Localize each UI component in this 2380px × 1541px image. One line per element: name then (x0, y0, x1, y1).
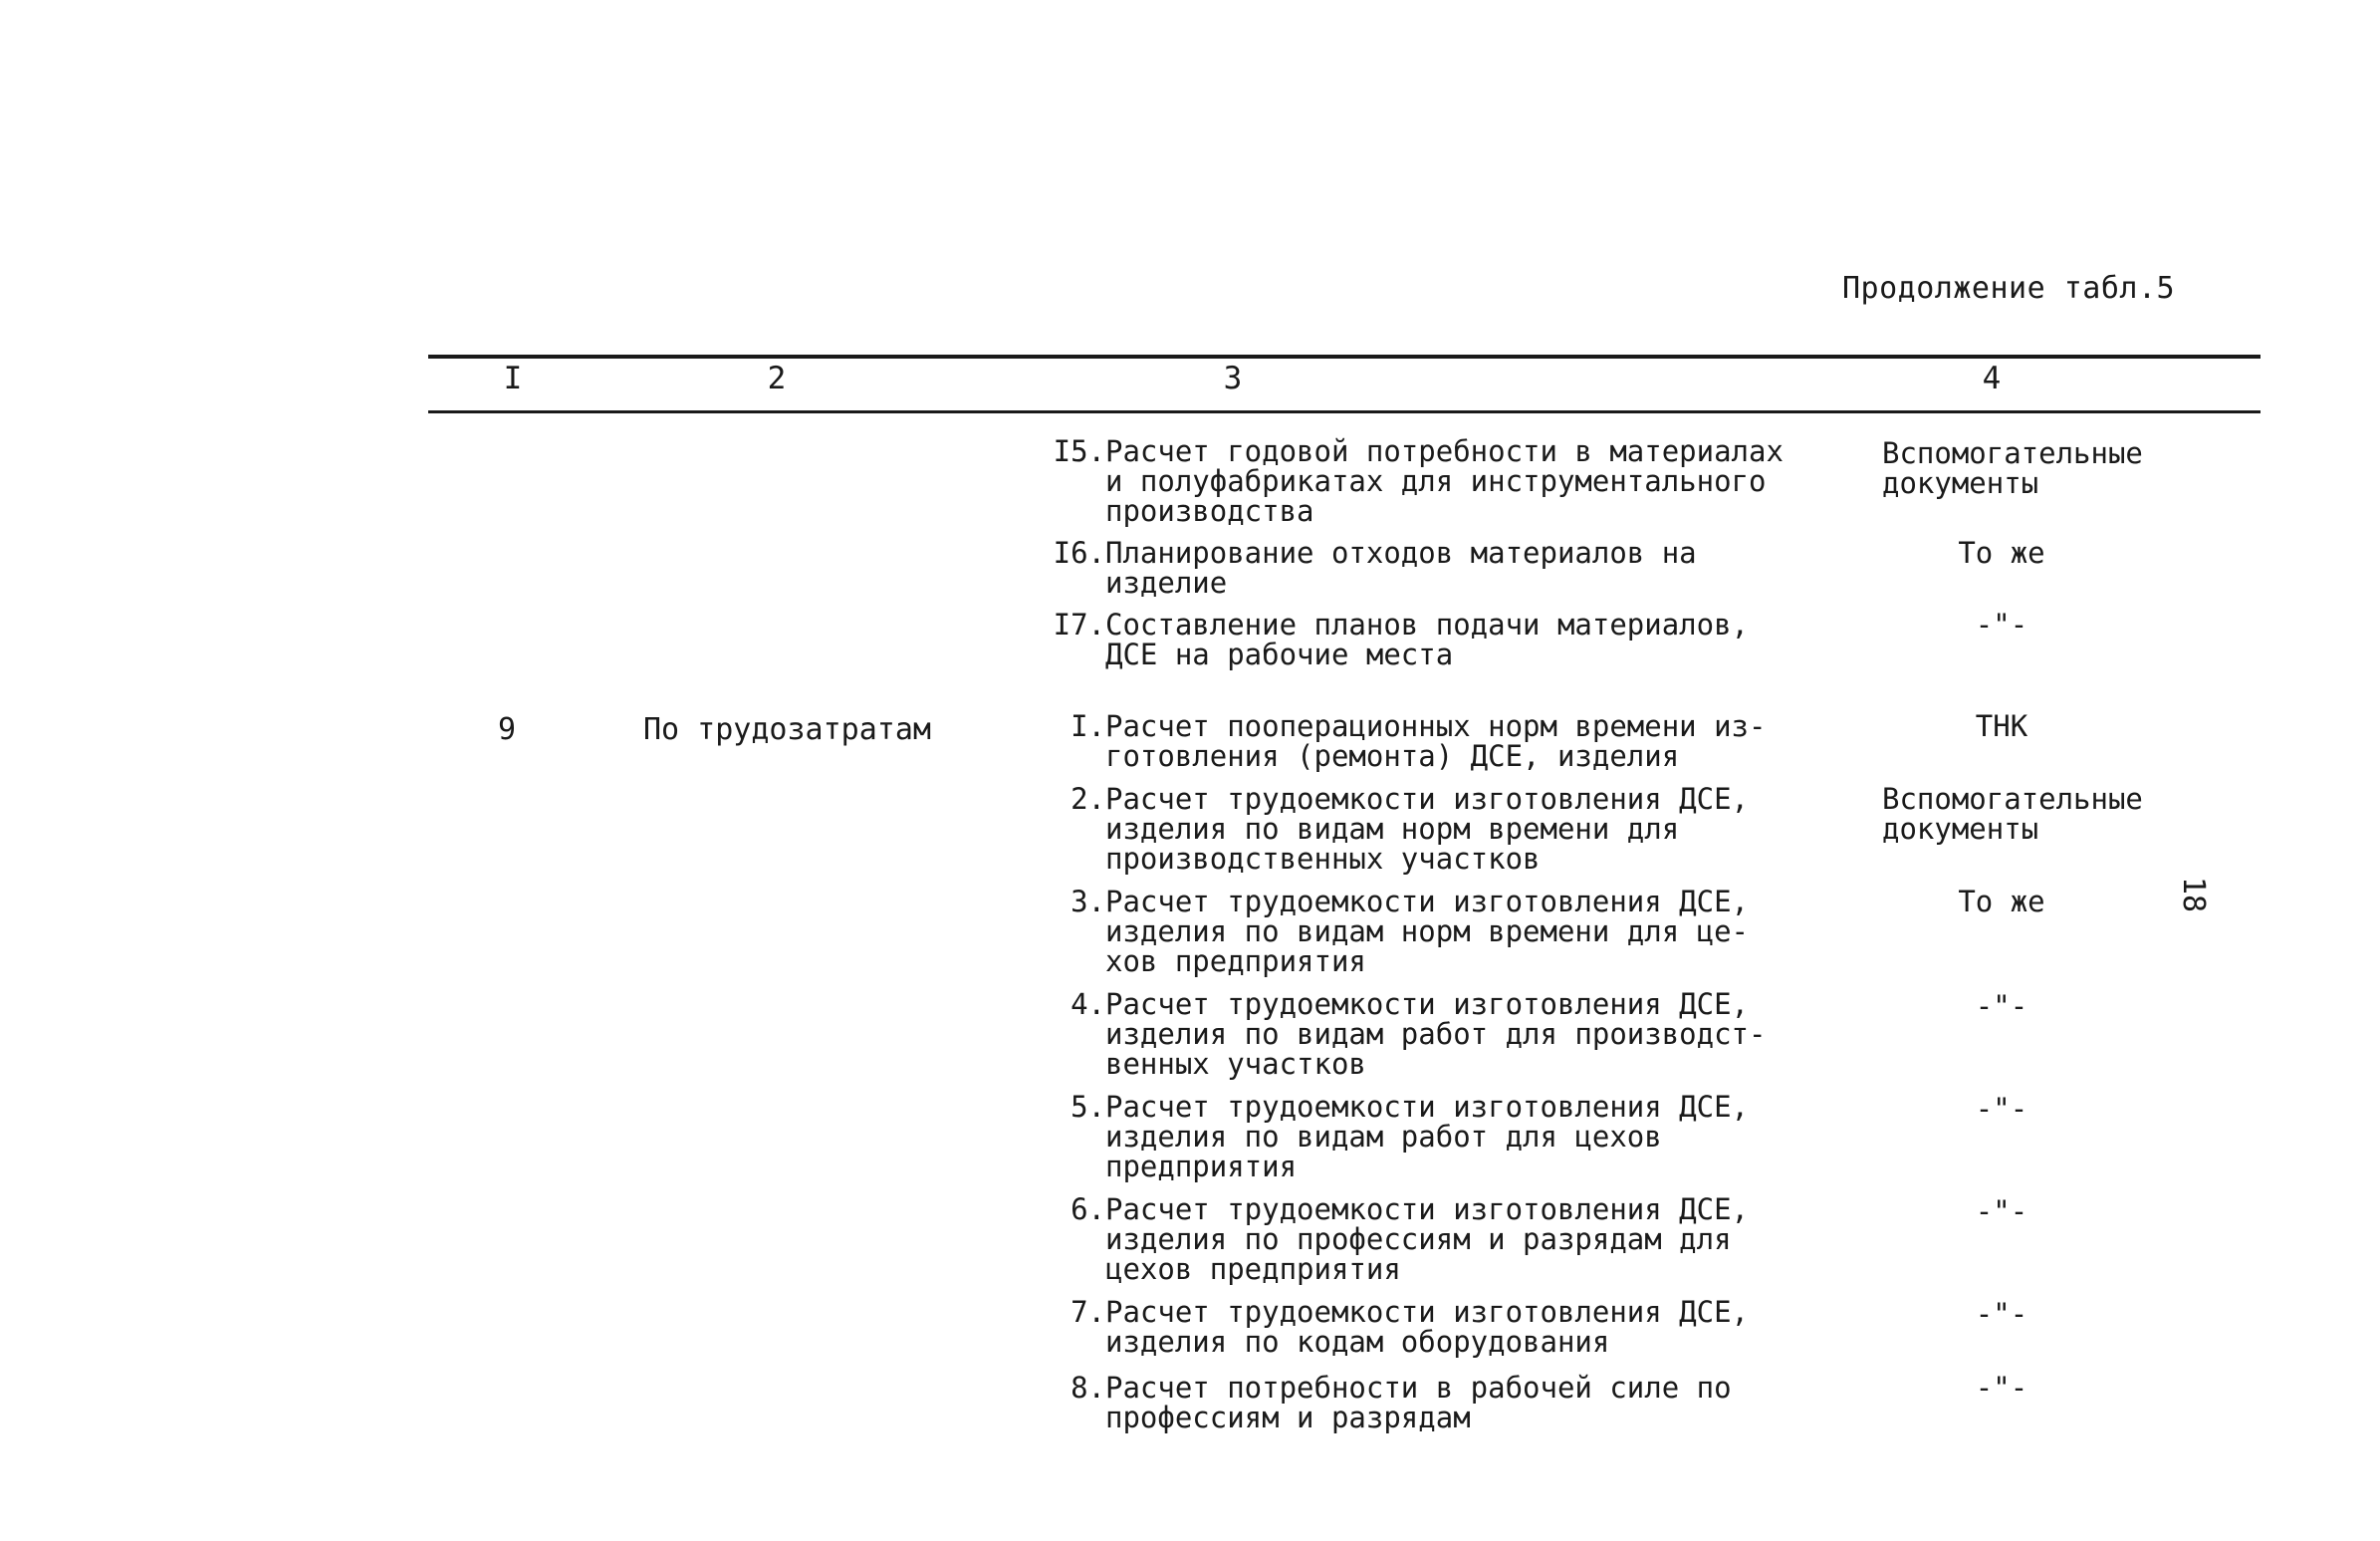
document-type-text: -"- (1975, 1371, 2028, 1405)
item-number: I5. (1053, 434, 1105, 468)
item-text: готовления (ремонта) ДСЕ, изделия (1105, 739, 1680, 773)
item-first-line (1046, 1297, 1802, 1327)
document-type-cell (1852, 538, 2151, 568)
table-row (1046, 610, 1802, 669)
item-text: Расчет потребности в рабочей силе по (1105, 1371, 1732, 1405)
item-first-line (1046, 989, 1802, 1019)
document-type-cell (1852, 610, 2151, 640)
item-first-line (1046, 1092, 1802, 1122)
item-number: 7. (1071, 1295, 1105, 1329)
table-row (1046, 784, 1802, 874)
item-text: Расчет трудоемкости изготовления ДСЕ, (1105, 1192, 1750, 1226)
item-number: 3. (1071, 885, 1105, 918)
table-top-rule (428, 355, 2261, 359)
item-text: изделия по видам норм времени для (1105, 812, 1680, 846)
column-header-4: 4 (1982, 361, 2002, 396)
item-first-line (1046, 538, 1802, 568)
item-first-line (1046, 1373, 1802, 1403)
column-header-1: I (503, 361, 523, 396)
document-type-text: -"- (1975, 1194, 2028, 1228)
document-type-cell (1852, 991, 2151, 1021)
item-text: профессиям и разрядам (1105, 1401, 1471, 1434)
item-text: Расчет трудоемкости изготовления ДСЕ, (1105, 1295, 1750, 1329)
document-type-text: Вспомогательные (1882, 782, 2143, 816)
item-text: Расчет годовой потребности в материалах (1105, 434, 1784, 468)
item-text: Расчет пооперационных норм времени из- (1105, 709, 1767, 743)
table-row (1046, 1092, 1802, 1181)
column-header-2: 2 (767, 361, 787, 396)
document-type-cell (1852, 438, 2181, 498)
document-type-cell (1852, 711, 2151, 741)
item-number: I. (1071, 709, 1105, 743)
document-type-text: документы (1882, 466, 2039, 500)
document-type-cell (1852, 784, 2181, 844)
item-text: и полуфабрикатах для инструментального (1105, 464, 1767, 498)
item-first-line (1046, 610, 1802, 640)
item-first-line (1046, 1194, 1802, 1224)
item-text: ДСЕ на рабочие места (1105, 638, 1454, 671)
item-text: изделие (1105, 566, 1228, 600)
column-header-3: 3 (1223, 361, 1243, 396)
item-first-line (1046, 887, 1802, 916)
item-text: изделия по видам работ для производст- (1105, 1017, 1767, 1051)
item-number: 2. (1071, 782, 1105, 816)
item-text: изделия по кодам оборудования (1105, 1325, 1610, 1359)
document-type-text: Вспомогательные (1882, 436, 2143, 470)
item-number: 6. (1071, 1192, 1105, 1226)
document-type-cell (1852, 1196, 2151, 1226)
table-row (1046, 711, 1802, 771)
table-row (1046, 1373, 1802, 1432)
item-text: производственных участков (1105, 842, 1541, 876)
item-text: производства (1105, 494, 1314, 528)
item-text: венных участков (1105, 1047, 1366, 1081)
item-text: предприятия (1105, 1150, 1298, 1183)
table-row (1046, 989, 1802, 1079)
document-type-text: документы (1882, 812, 2039, 846)
item-text: хов предприятия (1105, 944, 1366, 978)
table-row (1046, 1194, 1802, 1284)
document-type-text: -"- (1975, 989, 2028, 1023)
document-type-text: -"- (1975, 1092, 2028, 1126)
table-header-rule (428, 410, 2261, 413)
table-continuation-label: Продолжение табл.5 (1842, 271, 2176, 306)
item-number: 5. (1071, 1090, 1105, 1124)
group-name: По трудозатратам (643, 712, 931, 747)
document-type-cell (1852, 1373, 2151, 1403)
item-text: изделия по профессиям и разрядам для (1105, 1222, 1732, 1256)
item-number: 8. (1071, 1371, 1105, 1405)
document-type-text: -"- (1975, 1297, 2028, 1331)
table-row (1046, 538, 1802, 598)
item-text: цехов предприятия (1105, 1252, 1401, 1286)
document-type-text: ТНК (1975, 709, 2028, 743)
item-number: 4. (1071, 987, 1105, 1021)
document-type-text: -"- (1975, 608, 2028, 642)
item-text: Планирование отходов материалов на (1105, 536, 1697, 570)
table-row (1046, 436, 1802, 526)
item-text: Расчет трудоемкости изготовления ДСЕ, (1105, 782, 1750, 816)
group-number: 9 (498, 712, 517, 747)
table-row (1046, 887, 1802, 976)
item-first-line (1046, 711, 1802, 741)
document-type-text: То же (1958, 885, 2045, 918)
item-number: I6. (1053, 536, 1105, 570)
document-type-cell (1852, 1299, 2151, 1329)
item-number: I7. (1053, 608, 1105, 642)
item-text: изделия по видам норм времени для це- (1105, 914, 1750, 948)
item-text: Составление планов подачи материалов, (1105, 608, 1750, 642)
item-first-line (1046, 436, 1802, 466)
document-type-cell (1852, 887, 2151, 916)
item-first-line (1046, 784, 1802, 814)
item-text: Расчет трудоемкости изготовления ДСЕ, (1105, 885, 1750, 918)
document-type-cell (1852, 1094, 2151, 1124)
item-text: Расчет трудоемкости изготовления ДСЕ, (1105, 987, 1750, 1021)
item-text: Расчет трудоемкости изготовления ДСЕ, (1105, 1090, 1750, 1124)
document-type-text: То же (1958, 536, 2045, 570)
table-row (1046, 1297, 1802, 1357)
page-number: 18 (2176, 877, 2211, 913)
item-text: изделия по видам работ для цехов (1105, 1120, 1662, 1154)
